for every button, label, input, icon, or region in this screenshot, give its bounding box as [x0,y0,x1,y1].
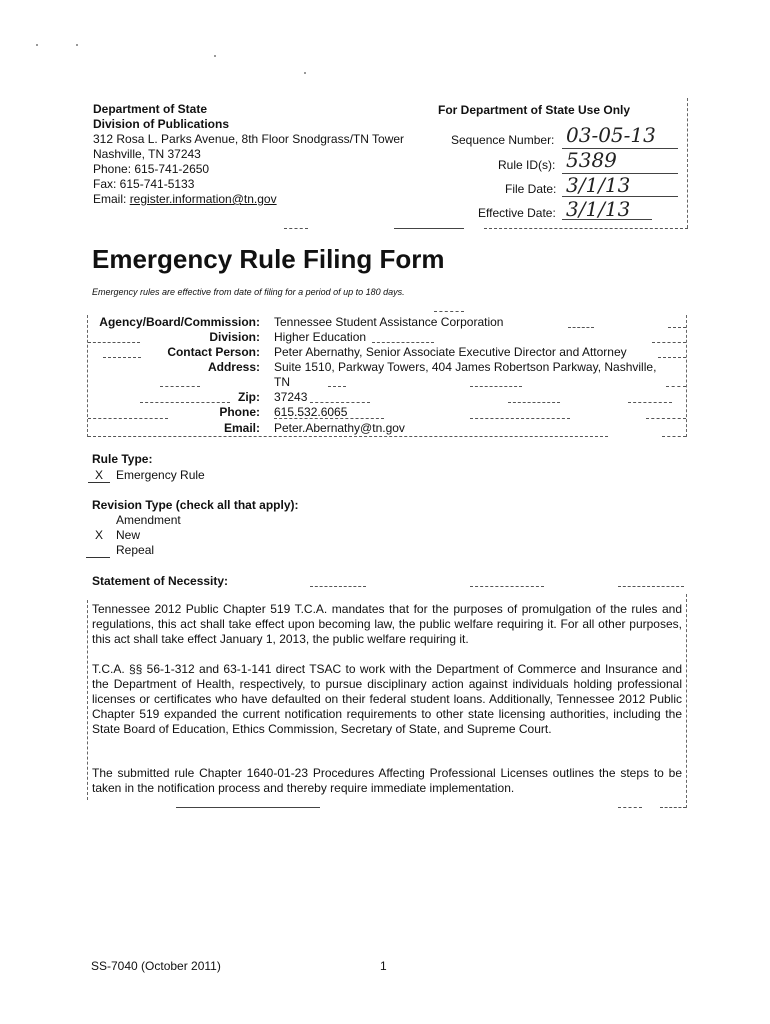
form-title: Emergency Rule Filing Form [92,244,445,274]
address-label: Address: [207,360,260,374]
agency-rule [628,402,672,403]
agency-rule [88,342,140,343]
agency-rule [658,357,686,358]
necessity-rule [470,586,544,587]
header-bottom-rule [394,228,464,229]
agency-rule [103,357,141,358]
phone-value: 615.532.6065 [274,405,348,419]
necessity-rule [310,586,366,587]
agency-rule [310,402,370,403]
agency-rule [662,436,686,437]
agency-rule [328,386,346,387]
agency-rule [666,386,686,387]
necessity-bottom-rule [618,807,642,808]
rule-type-checkbox[interactable] [88,468,110,483]
necessity-heading: Statement of Necessity: [92,574,229,588]
revision-checkbox-repeal[interactable] [86,543,110,558]
agency-rule [508,402,560,403]
necessity-left-border [87,600,88,800]
zip-label: Zip: [238,390,260,404]
dept-city: Nashville, TN 37243 [93,147,201,161]
scan-speck [76,44,78,46]
agency-rule [88,436,608,437]
rule-id-value: 5389 [566,148,617,172]
agency-value: Tennessee Student Assistance Corporation [274,315,504,329]
agency-rule [646,418,686,419]
agency-right-border [686,315,687,437]
contact-value: Peter Abernathy, Senior Associate Executive Director and Attorney [274,345,627,359]
revision-checkbox-new[interactable] [88,528,110,542]
header-bottom-rule [284,228,308,229]
necessity-bottom-rule [176,807,320,808]
dept-email-link[interactable]: register.information@tn.gov [129,192,277,206]
effective-date-label: Effective Date: [478,206,556,220]
revision-heading: Revision Type (check all that apply): [92,498,299,512]
revision-option-amendment: Amendment [116,513,181,527]
division-value: Higher Education [274,330,367,344]
division-name: Division of Publications [93,117,230,131]
page-number: 1 [380,959,387,973]
scan-speck [36,44,38,46]
necessity-bottom-rule [660,807,686,808]
contact-label: Contact Person: [167,345,260,359]
revision-option-repeal: Repeal [116,543,155,557]
necessity-rule [618,586,684,587]
scan-speck [214,55,216,57]
agency-rule [372,342,434,343]
rule-type-option: Emergency Rule [116,468,205,482]
dept-fax: Fax: 615-741-5133 [93,177,195,191]
dept-address: 312 Rosa L. Parks Avenue, 8th Floor Snodgrass/TN Tower [93,132,405,146]
agency-rule [140,402,230,403]
email-value[interactable]: Peter.Abernathy@tn.gov [274,421,405,435]
agency-label: Agency/Board/Commission: [99,315,260,329]
necessity-right-border [686,594,687,808]
necessity-paragraph: The submitted rule Chapter 1640-01-23 Procedures Affecting Professional Licenses outlines the steps to be taken in the notification process and thereby require immediate implementation. [92,766,682,795]
rule-type-mark: X [94,468,103,482]
division-label: Division: [209,330,260,344]
agency-rule [470,418,570,419]
address-value: Suite 1510, Parkway Towers, 404 James Robertson Parkway, Nashville, [274,360,657,374]
file-date-value: 3/1/13 [566,173,631,197]
rule-id-label: Rule ID(s): [498,158,556,172]
agency-rule [652,342,686,343]
header-bottom-rule [484,228,688,229]
agency-rule [470,386,522,387]
address-value-line2: TN [274,375,290,389]
effective-date-value: 3/1/13 [566,197,631,221]
file-date-label: File Date: [505,182,557,196]
revision-mark: X [94,528,103,542]
form-id: SS-7040 (October 2011) [91,959,221,973]
agency-rule [668,327,686,328]
header-right-border [687,98,688,228]
dept-email-label: Email: [93,192,130,206]
revision-option-new: New [116,528,141,542]
scan-speck [304,72,306,74]
effective-date-line [562,219,652,220]
sequence-value: 03-05-13 [566,123,656,147]
dept-phone: Phone: 615-741-2650 [93,162,210,176]
agency-rule [274,418,384,419]
agency-rule [88,418,168,419]
form-subtitle: Emergency rules are effective from date of filing for a period of up to 180 days. [92,287,405,297]
rule-type-heading: Rule Type: [92,452,153,466]
state-use-title: For Department of State Use Only [438,103,631,117]
agency-rule [160,386,200,387]
dept-name: Department of State [93,102,208,116]
phone-label: Phone: [219,405,260,419]
agency-rule [434,311,464,312]
email-label: Email: [223,421,260,435]
zip-value: 37243 [274,390,308,404]
necessity-paragraph: T.C.A. §§ 56-1-312 and 63-1-141 direct TSAC to work with the Department of Commerce and Insurance and the Department of Health, respectively, to pursue disciplinary action against individuals holding professional licenses or certificates who have defaulted on their federal student loans. Additionally, Tennessee 2012 Public Chapter 519 expanded the current notification requirements to other state licensing authorities, including the State Board of Education, Ethics Commission, Secretary of State, and Supreme Court. [92,662,682,736]
necessity-paragraph: Tennessee 2012 Public Chapter 519 T.C.A. mandates that for the purposes of promulgation of the rules and regulations, this act shall take effect upon becoming law, the public welfare requiring it. For all other purposes, this act shall take effect January 1, 2013, the public welfare requiring it. [92,602,682,646]
revision-checkbox-amendment[interactable] [88,513,110,527]
agency-rule [568,327,594,328]
sequence-label: Sequence Number: [451,133,555,147]
dept-email-row [93,192,277,207]
